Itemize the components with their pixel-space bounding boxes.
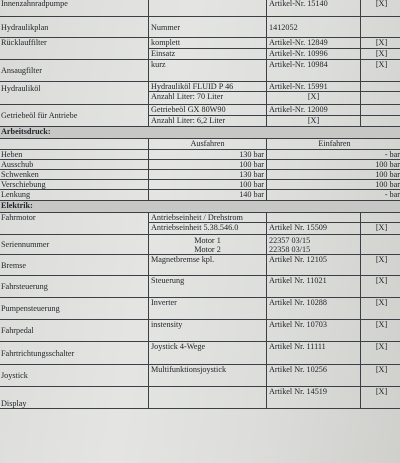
serial-motor2-number: 22358 03/15 (269, 245, 311, 254)
component-check-2: [X] (267, 116, 361, 127)
row-fahrmotor (0, 213, 400, 223)
section-elektrik (0, 201, 400, 213)
pressure-einfahren: 100 bar (267, 180, 400, 190)
section-title: Arbeitsdruck: (0, 127, 400, 139)
component-empty (361, 116, 400, 127)
component-check-2: [X] (361, 49, 400, 60)
row-bremse (0, 255, 400, 276)
fahrmotor-line1: Antriebseinheit / Drehstrom (149, 213, 267, 223)
component-check: [X] (361, 298, 400, 320)
component-detail-2: Einsatz (149, 49, 267, 60)
pressure-header-ausfahren: Ausfahren (149, 139, 267, 150)
pressure-row (0, 180, 400, 190)
component-detail-2: Anzahl Liter: 6,2 Liter (149, 116, 267, 127)
component-check: [X] (361, 365, 400, 387)
component-check (361, 82, 400, 92)
component-check: [X] (361, 60, 400, 82)
component-detail: Nummer (149, 17, 267, 38)
pressure-row (0, 160, 400, 170)
component-check: [X] (361, 342, 400, 365)
section-title: Elektrik: (0, 201, 400, 213)
component-detail: Joystick 4-Wege (149, 342, 267, 365)
component-name: Fahrsteuerung (0, 276, 149, 298)
component-article: Artikel Nr. 15509 (267, 223, 361, 235)
pressure-name: Verschiebung (0, 180, 149, 190)
component-name: Fahrtrichtungsschalter (0, 342, 149, 365)
pressure-ausfahren: 130 bar (149, 170, 267, 180)
component-article: Artikel-Nr. 15991 (267, 82, 361, 92)
pressure-einfahren: 100 bar (267, 160, 400, 170)
component-article: Artikel-Nr. 15140 (267, 0, 361, 17)
pressure-name: Heben (0, 150, 149, 160)
serial-motor1-number: 22357 03/15 (269, 236, 311, 245)
component-detail: Inverter (149, 298, 267, 320)
component-article: Artikel-Nr. 12849 (267, 38, 361, 49)
pressure-name: Schwenken (0, 170, 149, 180)
pressure-ausfahren: 100 bar (149, 180, 267, 190)
row-hydraulikoel (0, 82, 400, 92)
component-article: Artikel Nr. 10703 (267, 320, 361, 342)
component-name: Bremse (0, 255, 149, 276)
row-seriennummer (0, 235, 400, 255)
component-check: [X] (361, 387, 400, 409)
component-check-2: [X] (267, 92, 361, 105)
component-check: [X] (361, 38, 400, 49)
component-name: Innenzahnradpumpe (0, 0, 149, 17)
section-arbeitsdruck (0, 127, 400, 139)
serial-motor2-label: Motor 2 (194, 245, 221, 254)
component-name: Display (0, 387, 149, 409)
component-check: [X] (361, 223, 400, 235)
component-detail: Hydrauliköl FLUID P 46 (149, 82, 267, 92)
pressure-einfahren: - bar (267, 150, 400, 160)
pressure-header-row (0, 139, 400, 150)
row-hydraulikplan (0, 17, 400, 38)
component-detail (149, 0, 267, 17)
pressure-row (0, 190, 400, 201)
component-name: Hydraulikplan (0, 17, 149, 38)
row-display (0, 387, 400, 409)
component-article: Artikel Nr. 10256 (267, 365, 361, 387)
component-name: Seriennummer (0, 235, 149, 255)
row-ruecklauffilter (0, 38, 400, 49)
component-article: Artikel Nr. 11021 (267, 276, 361, 298)
row-ansaugfilter (0, 60, 400, 82)
pressure-ausfahren: 100 bar (149, 160, 267, 170)
component-detail: Multifunktionsjoystick (149, 365, 267, 387)
component-article: Artikel Nr. 12105 (267, 255, 361, 276)
pressure-name: Lenkung (0, 190, 149, 201)
serial-numbers (267, 235, 361, 255)
component-name: Ansaugfilter (0, 60, 149, 82)
pressure-einfahren: 100 bar (267, 170, 400, 180)
row-getriebeoel (0, 105, 400, 116)
component-detail (149, 387, 267, 409)
serial-motors (149, 235, 267, 255)
pressure-name: Ausschub (0, 160, 149, 170)
fahrmotor-line2: Antriebseinheit 5.38.546.0 (149, 223, 267, 235)
component-check: [X] (361, 276, 400, 298)
component-check: [X] (361, 320, 400, 342)
pressure-ausfahren: 140 bar (149, 190, 267, 201)
pressure-row (0, 150, 400, 160)
component-empty (361, 92, 400, 105)
fahrmotor-empty (267, 213, 361, 223)
component-detail-2: Anzahl Liter: 70 Liter (149, 92, 267, 105)
component-name: Fahrmotor (0, 213, 149, 235)
component-detail: Magnetbremse kpl. (149, 255, 267, 276)
row-pumpensteuerung (0, 298, 400, 320)
row-innenzahnradpumpe (0, 0, 400, 17)
serial-motor1-label: Motor 1 (194, 236, 221, 245)
component-name: Pumpensteuerung (0, 298, 149, 320)
row-fahrpedal (0, 320, 400, 342)
component-name: Getriebeöl für Antriebe (0, 105, 149, 127)
row-fahrsteuerung (0, 276, 400, 298)
component-name: Rücklauffilter (0, 38, 149, 60)
component-article-2: Artikel-Nr. 10996 (267, 49, 361, 60)
component-article: Artikel-Nr. 10984 (267, 60, 361, 82)
row-joystick (0, 365, 400, 387)
serial-empty (361, 235, 400, 255)
pressure-row (0, 170, 400, 180)
fahrmotor-empty-check (361, 213, 400, 223)
component-name: Joystick (0, 365, 149, 387)
component-detail: instensity (149, 320, 267, 342)
component-article: Artikel-Nr. 12009 (267, 105, 361, 116)
component-name: Fahrpedal (0, 320, 149, 342)
component-article: Artikel Nr. 10288 (267, 298, 361, 320)
row-fahrtrichtungsschalter (0, 342, 400, 365)
component-check (361, 17, 400, 38)
component-article: Artikel Nr. 11111 (267, 342, 361, 365)
component-check: [X] (361, 255, 400, 276)
component-article: 1412052 (267, 17, 361, 38)
pressure-einfahren: - bar (267, 190, 400, 201)
component-detail: Getriebeöl GX 80W90 (149, 105, 267, 116)
pressure-ausfahren: 130 bar (149, 150, 267, 160)
pressure-header-einfahren: Einfahren (267, 139, 400, 150)
component-name: Hydrauliköl (0, 82, 149, 105)
component-check (361, 105, 400, 116)
component-article: Artikel Nr. 14519 (267, 387, 361, 409)
component-check: [X] (361, 0, 400, 17)
pressure-header-empty (0, 139, 149, 150)
component-detail: komplett (149, 38, 267, 49)
component-detail: kurz (149, 60, 267, 82)
component-detail: Steuerung (149, 276, 267, 298)
